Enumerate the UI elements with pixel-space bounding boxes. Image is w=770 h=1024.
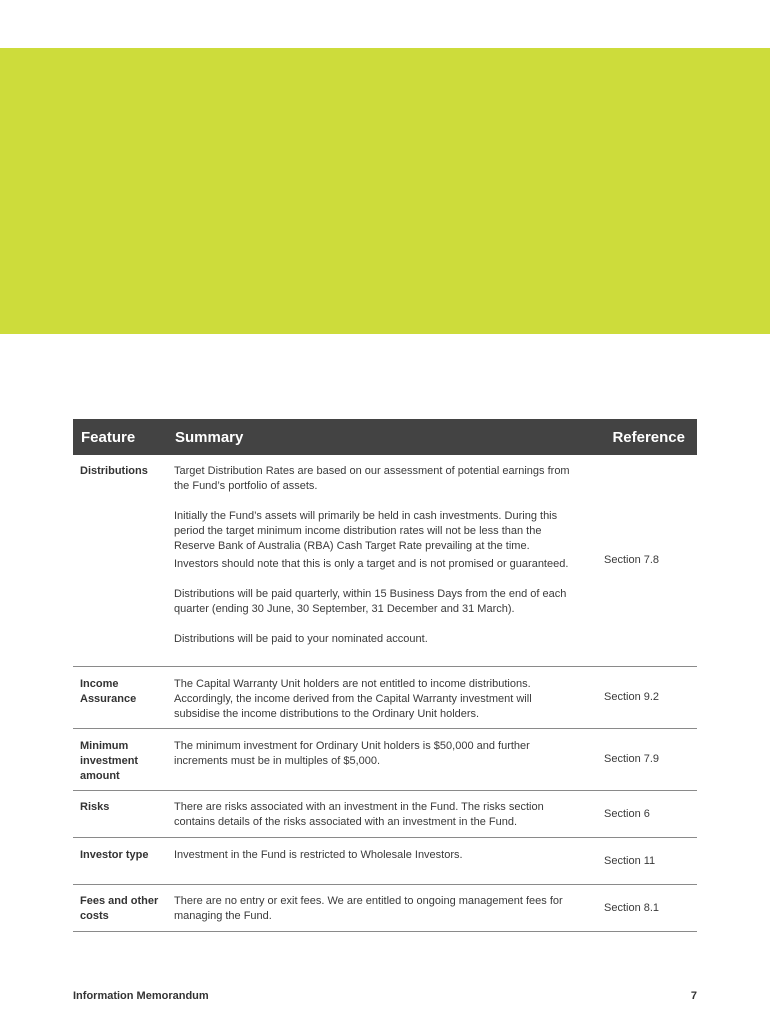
summary-paragraph: There are risks associated with an investment in the Fund. The risks section contains details of the risks associated with an investment in the Fund. xyxy=(174,801,544,828)
reference-cell: Section 11 xyxy=(604,854,656,867)
summary-cell xyxy=(174,729,587,790)
summary-cell xyxy=(174,667,587,728)
summary-cell xyxy=(174,885,587,931)
green-banner xyxy=(0,48,770,334)
summary-paragraph: Target Distribution Rates are based on our assessment of potential earnings from the Fund’s portfolio of assets. xyxy=(174,465,570,492)
summary-paragraph: Investment in the Fund is restricted to Wholesale Investors. xyxy=(174,849,463,861)
table-row-minimum-investment xyxy=(73,729,697,791)
table-row-distributions xyxy=(73,455,697,667)
table-header xyxy=(73,419,697,455)
table-row-risks xyxy=(73,791,697,838)
table-row-fees xyxy=(73,885,697,932)
header-reference: Reference xyxy=(612,428,685,446)
header-feature: Feature xyxy=(81,428,136,446)
reference-cell: Section 6 xyxy=(604,807,650,820)
summary-paragraph: Distributions will be paid to your nominated account. xyxy=(174,633,428,645)
header-summary: Summary xyxy=(175,428,244,446)
summary-cell xyxy=(174,838,587,884)
summary-paragraph: The Capital Warranty Unit holders are not entitled to income distributions. Accordingly, the income derived from the Capital Warranty investment will subsidise the income distributions to the Ordinary Unit holders. xyxy=(174,678,532,720)
feature-cell: Fees and other costs xyxy=(80,895,159,922)
feature-cell: Distributions xyxy=(80,465,148,477)
feature-cell: Risks xyxy=(80,801,110,813)
table-row-income-assurance xyxy=(73,667,697,729)
feature-cell: Minimum investment amount xyxy=(80,740,139,782)
reference-cell: Section 9.2 xyxy=(604,691,660,703)
features-table xyxy=(73,419,697,932)
summary-cell xyxy=(174,791,587,837)
summary-paragraph: There are no entry or exit fees. We are entitled to ongoing management fees for managing the Fund. xyxy=(174,895,563,922)
summary-paragraph: Distributions will be paid quarterly, within 15 Business Days from the end of each quarter (ending 30 June, 30 September, 31 December and 31 March). xyxy=(174,588,567,615)
summary-cell xyxy=(174,455,587,666)
reference-cell: Section 7.8 xyxy=(604,554,660,566)
page-number: 7 xyxy=(690,990,697,1002)
summary-paragraph: Initially the Fund’s assets will primarily be held in cash investments. During this period the target minimum income distribution rates will not be less than the Reserve Bank of Australia (RBA) Cash Target Rate prevailing at the time. xyxy=(174,510,558,552)
reference-cell: Section 7.9 xyxy=(604,753,660,765)
feature-cell: Income Assurance xyxy=(80,678,137,705)
summary-paragraph: Investors should note that this is only a target and is not promised or guaranteed. xyxy=(174,558,569,570)
table-row-investor-type xyxy=(73,838,697,885)
reference-cell: Section 8.1 xyxy=(604,901,660,914)
summary-paragraph: The minimum investment for Ordinary Unit holders is $50,000 and further increments must be in multiples of $5,000. xyxy=(174,740,530,767)
feature-cell: Investor type xyxy=(80,849,149,861)
footer-title: Information Memorandum xyxy=(73,990,209,1002)
